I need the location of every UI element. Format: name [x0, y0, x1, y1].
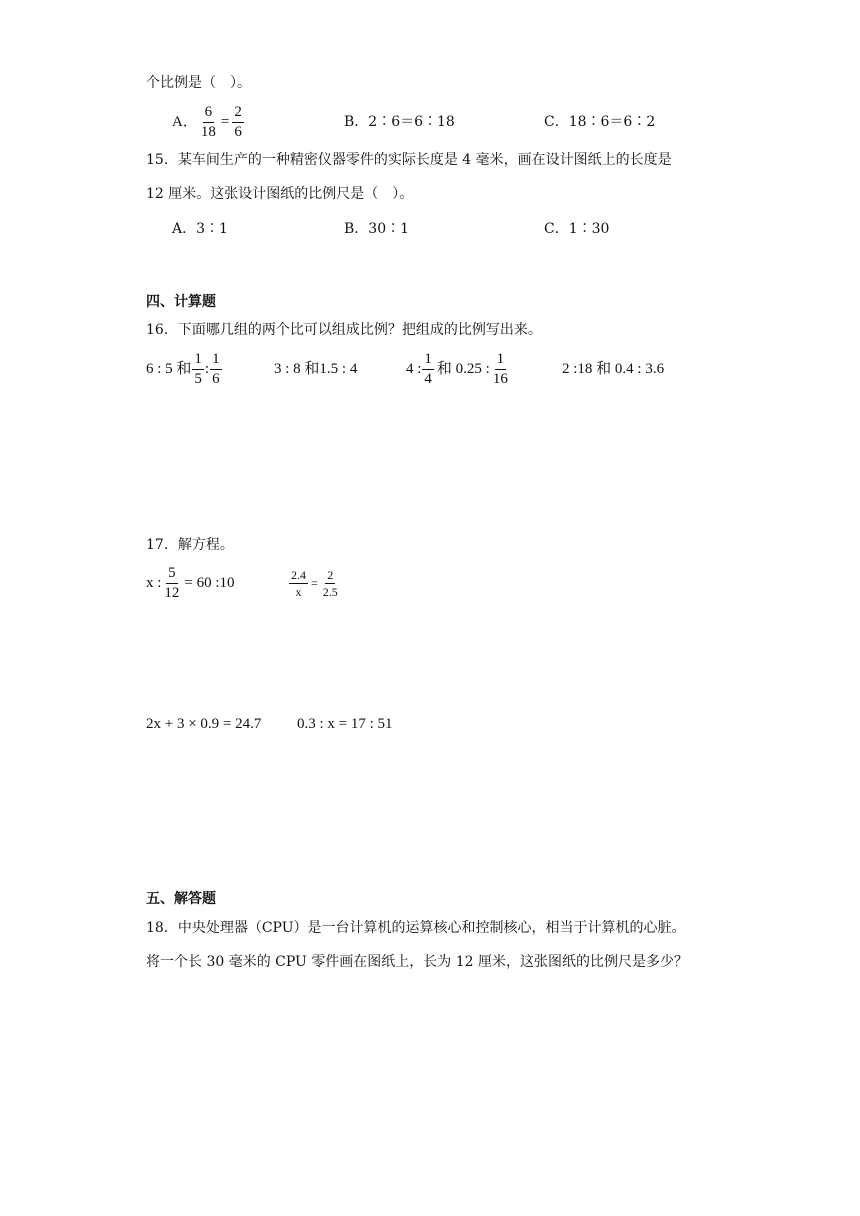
fraction-denominator: 2.5: [322, 584, 338, 599]
q16-group-2: 3 : 8 和1.5 : 4: [274, 361, 358, 377]
fraction-numerator: 1: [192, 352, 204, 370]
fraction-numerator: 5: [166, 566, 178, 584]
equals-sign: =: [220, 114, 230, 130]
q17-equation-1-suffix: = 60 :10: [184, 575, 235, 591]
q17-equation-1: [146, 564, 235, 602]
fraction-numerator: 1: [210, 352, 222, 370]
q14-option-a-label: A．: [172, 114, 198, 130]
q15-option-a[interactable]: A．3∶1: [172, 221, 228, 237]
fraction-numerator: 2: [327, 567, 334, 582]
q16-group-4: 2 :18 和 0.4 : 3.6: [562, 361, 665, 377]
equals-sign: =: [311, 576, 318, 590]
fraction-denominator: 18: [200, 123, 216, 140]
fraction-denominator: 6: [234, 123, 242, 140]
q17-equation-3: 2x + 3 × 0.9 = 24.7: [146, 716, 262, 732]
fraction-denominator: x: [295, 584, 302, 599]
q16-stem: 16．下面哪几组的两个比可以组成比例？把组成的比例写出来。: [146, 322, 542, 338]
q14-option-a-fraction-1: [199, 105, 218, 140]
q14-tail-text: 个比例是（ ）。: [146, 75, 251, 91]
q16-group-1-fraction-1: [192, 352, 204, 387]
fraction-denominator: 4: [424, 370, 432, 387]
q14-option-c[interactable]: C．18∶6＝6∶2: [544, 114, 656, 130]
q17-equation-4: 0.3 : x = 17 : 51: [297, 716, 393, 732]
q16-group-1-fraction-2: [210, 352, 222, 387]
q17-stem: 17．解方程。: [146, 537, 234, 553]
q15-option-c[interactable]: C．1∶30: [544, 221, 610, 237]
fraction-denominator: 16: [492, 370, 508, 387]
fraction-denominator: 6: [212, 370, 220, 387]
fraction-numerator: 6: [203, 105, 215, 123]
fraction-numerator: 1: [495, 352, 507, 370]
q14-option-a[interactable]: [172, 104, 245, 140]
q16-group-3-middle: 和 0.25 :: [436, 361, 490, 377]
q17-equation-1-prefix: x :: [146, 575, 162, 591]
q16-group-3-fraction-2: [491, 352, 510, 387]
q17-equation-2-fraction-2: [321, 569, 340, 598]
q16-group-3-prefix: 4 :: [406, 361, 422, 377]
q14-option-a-fraction-2: [232, 105, 244, 140]
fraction-numerator: 1: [422, 352, 434, 370]
section-5-title: 五、解答题: [146, 891, 216, 907]
q14-option-b[interactable]: B．2∶6＝6∶18: [344, 114, 455, 130]
q15-option-b[interactable]: B．30∶1: [344, 221, 410, 237]
q18-stem-line-1: 18．中央处理器（CPU）是一台计算机的运算核心和控制核心，相当于计算机的心脏。: [146, 920, 686, 936]
q16-group-1-prefix: 6 : 5 和: [146, 361, 192, 377]
q17-equation-1-fraction: [162, 566, 181, 601]
q15-stem-line-2: 12 厘米。这张设计图纸的比例尺是（ ）。: [146, 186, 414, 202]
ratio-colon: :: [204, 361, 210, 377]
q16-group-1: [146, 350, 223, 388]
q16-group-3: [406, 350, 511, 388]
fraction-denominator: 12: [164, 584, 180, 601]
fraction-denominator: 5: [194, 370, 202, 387]
q18-stem-line-2: 将一个长 30 毫米的 CPU 零件画在图纸上，长为 12 厘米，这张图纸的比例尺是多少？: [146, 954, 689, 970]
fraction-numerator: 2.4: [291, 567, 306, 582]
q17-equation-2-fraction-1: [289, 569, 308, 598]
q15-stem-line-1: 15．某车间生产的一种精密仪器零件的实际长度是 4 毫米，画在设计图纸上的长度是: [146, 152, 672, 168]
q16-group-3-fraction-1: [422, 352, 434, 387]
section-4-title: 四、计算题: [146, 294, 216, 310]
q17-equation-2: [288, 564, 341, 602]
fraction-numerator: 2: [232, 105, 244, 123]
